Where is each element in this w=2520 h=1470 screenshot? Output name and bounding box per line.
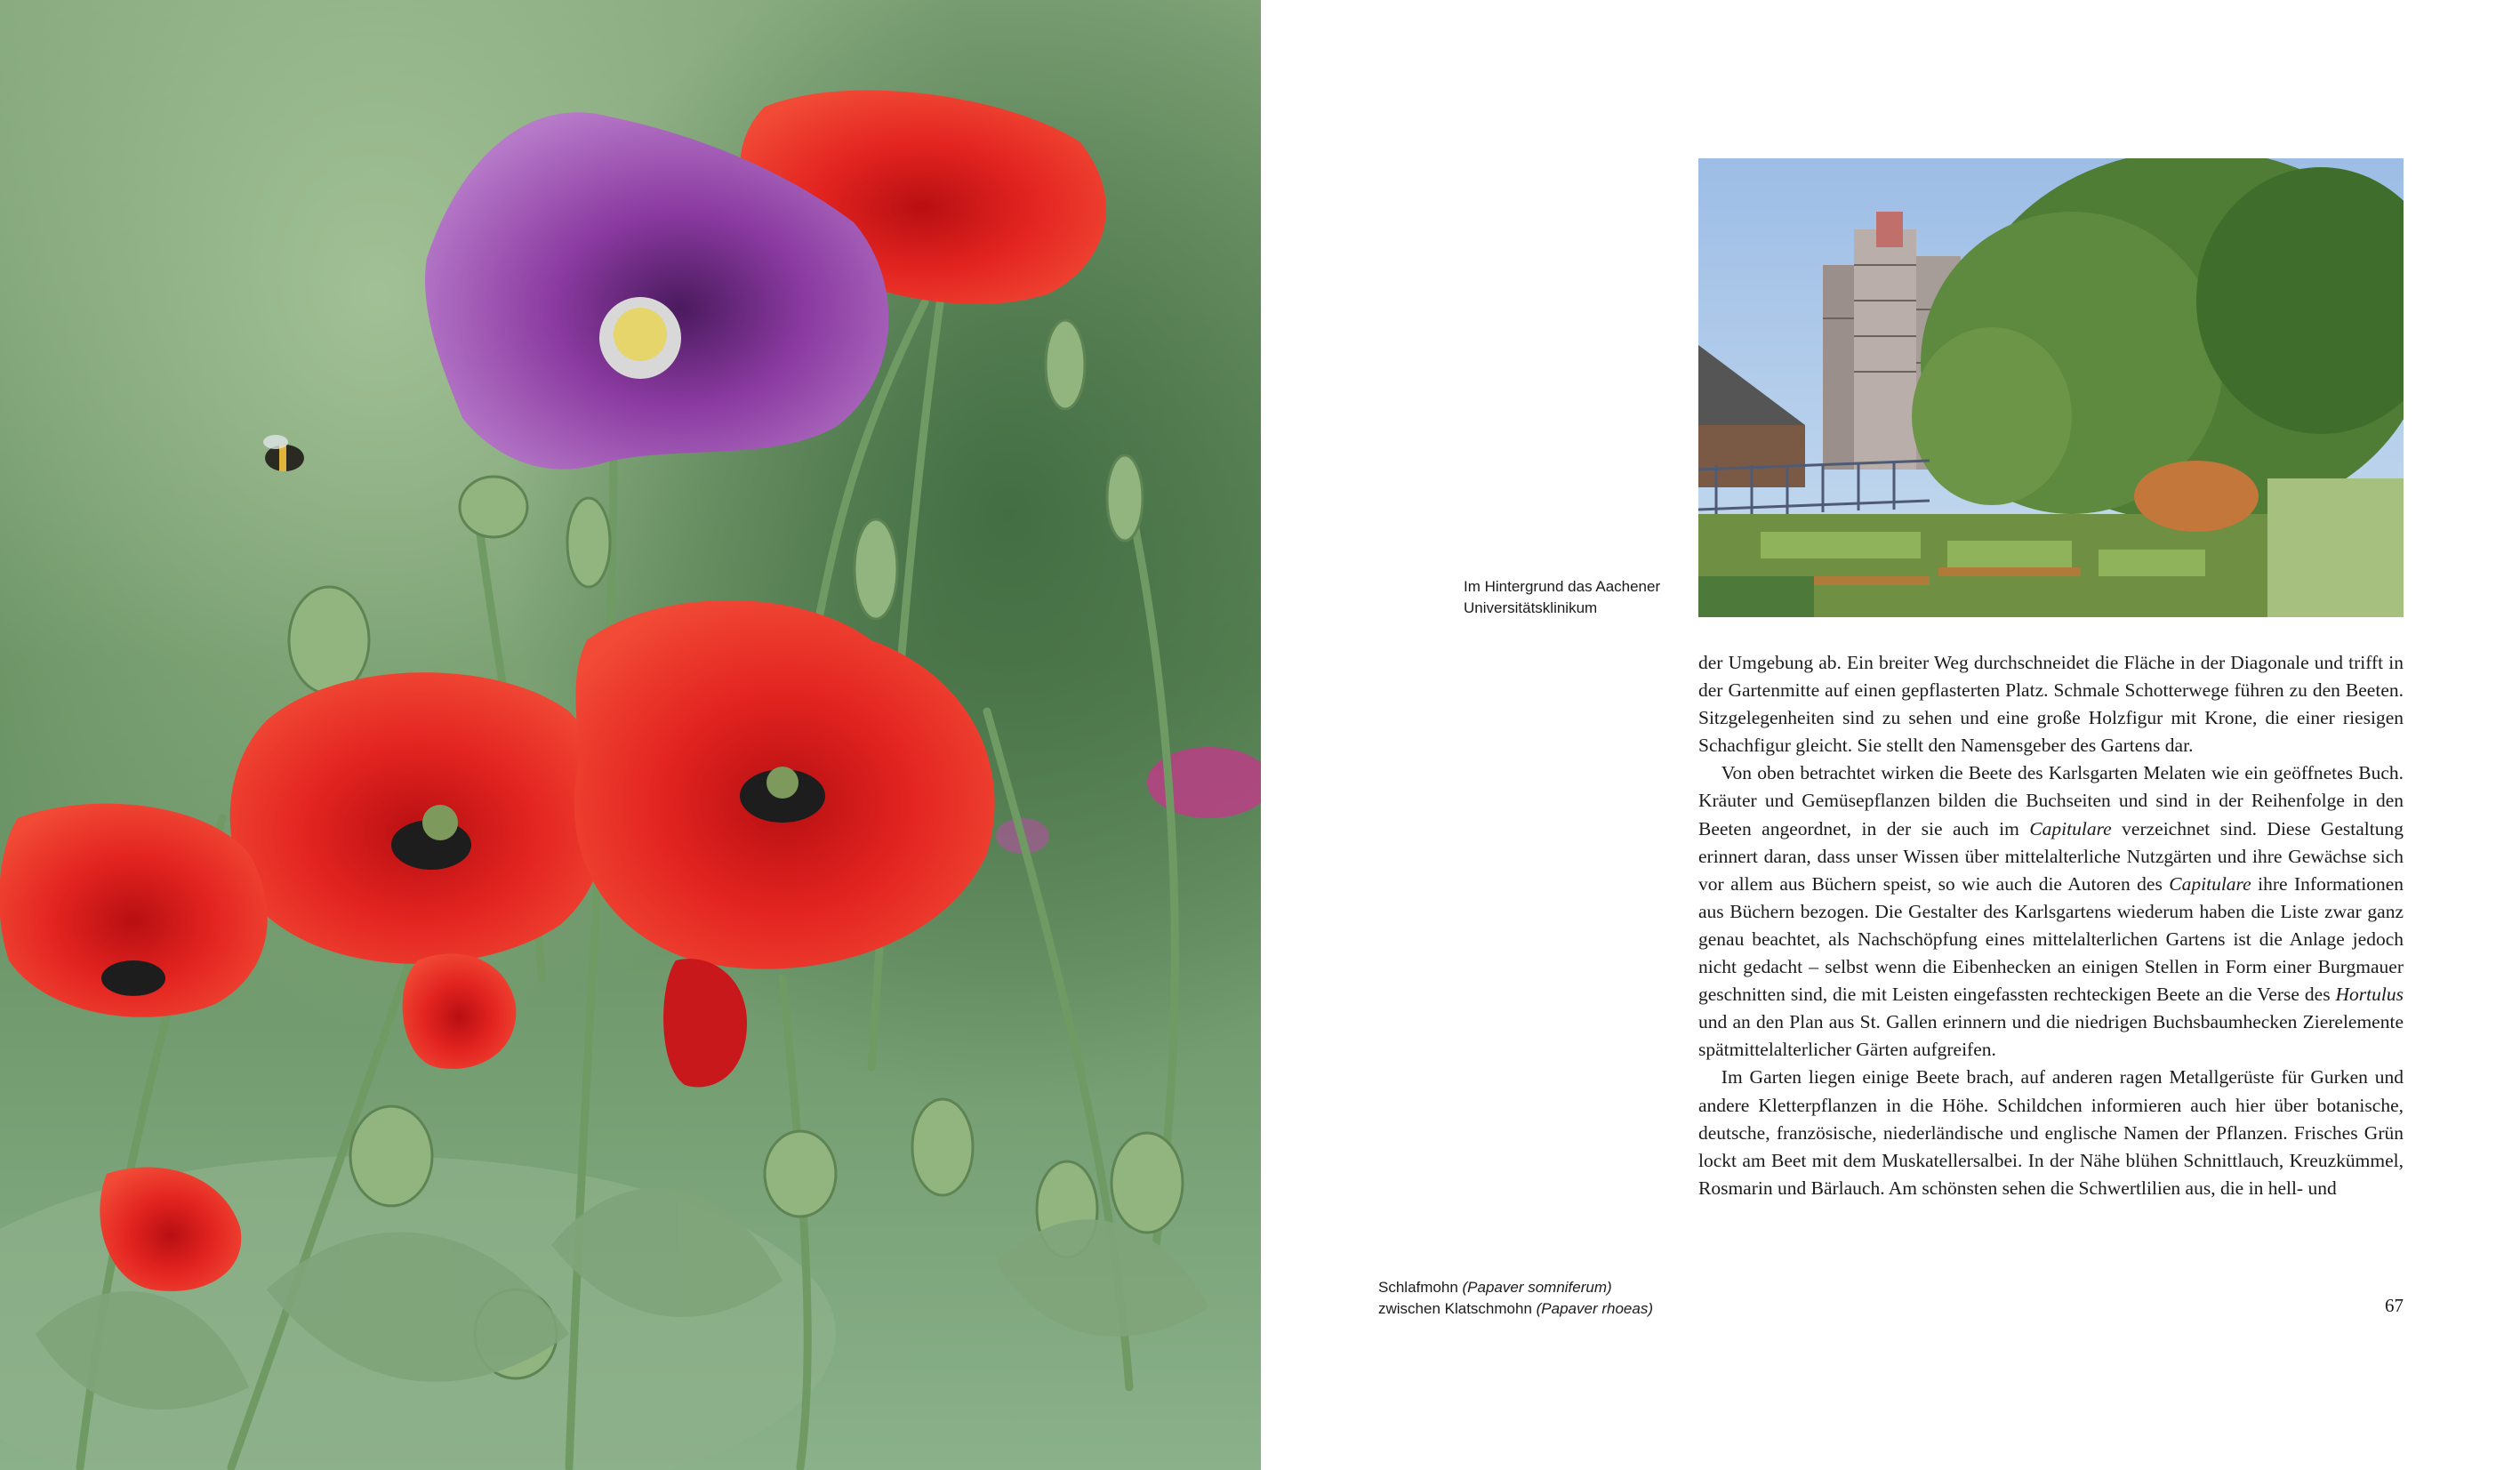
caption-text: zwischen Klatschmohn bbox=[1378, 1300, 1537, 1317]
poppy-photo-caption bbox=[1378, 1277, 1672, 1320]
text-run: und an den Plan aus St. Gallen erinnern und die niedrigen Buchsbaumhecken Zierelemente spätmittelalterlicher Gärten aufgreifen. bbox=[1698, 1011, 2404, 1061]
garden-photo-illustration bbox=[1698, 158, 2404, 617]
caption-line: Im Hintergrund das Aachener bbox=[1464, 578, 1661, 595]
latin-name: (Papaver rhoeas) bbox=[1536, 1300, 1653, 1317]
latin-name: (Papaver somniferum) bbox=[1462, 1279, 1612, 1296]
paragraph: Im Garten liegen einige Beete brach, auf anderen ragen Metallgerüste für Gurken und andere Kletterpflanzen in die Höhe. Schildchen informieren auch hier über botanische, deutsche, französische, niederländische und englische Namen der Pflanzen. Frisches Grün lockt am Beet mit dem Muskatellersalbei. In der Nähe blühen Schnittlauch, Kreuzkümmel, Rosmarin und Bärlauch. Am schönsten sehen die Schwertlilien aus, die in hell- und bbox=[1698, 1066, 2404, 1199]
garden-photo bbox=[1698, 158, 2404, 617]
text-run: verzeichnet sind. Diese Gestaltung erinnert daran, dass unser Wissen über mittelalterliche Nutzgärten und ihre Gewächse sich vor allem aus Büchern speist, so wie auch die Autoren des bbox=[1698, 817, 2404, 895]
text-run: ihre Informationen aus Büchern bezogen. Die Gestalter des Karlsgartens wiederum haben die Liste zwar ganz genau beachtet, als Nachschöpfung eines mittelalterlichen Gartens ist die Anlage jedoch nicht gedacht – selbst wenn die Eibenhecken an einigen Stellen in Form einer Burgmauer geschnitten sind, die mit Leisten eingefassten rechteckigen Beete an die Verse des bbox=[1698, 872, 2404, 1006]
paragraph: der Umgebung ab. Ein breiter Weg durchschneidet die Fläche in der Diagonale und trifft in der Gartenmitte auf einen gepflasterten Platz. Schmale Schotterwege führen zu den Beeten. Sitzgelegenheiten sind zu sehen und eine große Holzfigur mit Krone, die einer riesigen Schachfigur gleicht. Sie stellt den Namensgeber des Gartens dar. bbox=[1698, 652, 2404, 757]
work-title: Hortulus bbox=[2335, 984, 2404, 1006]
caption-text: Schlafmohn bbox=[1378, 1279, 1463, 1296]
work-title: Capitulare bbox=[2169, 872, 2251, 895]
caption-line: Universitätsklinikum bbox=[1464, 599, 1598, 616]
work-title: Capitulare bbox=[2029, 817, 2112, 839]
paragraph bbox=[1698, 759, 2404, 1064]
page-number: 67 bbox=[2385, 1295, 2404, 1316]
caption-line bbox=[1378, 1277, 1672, 1298]
text-run: Von oben betrachtet wirken die Beete des Karlsgarten Melaten wie ein geöffnetes Buch. Kräuter und Gemüsepflanzen bilden die Buchseiten und sind in der Reihenfolge in den Beeten angeordnet, in der sie auch im bbox=[1698, 762, 2404, 839]
caption-line bbox=[1378, 1298, 1672, 1320]
garden-photo-caption bbox=[1464, 576, 1677, 619]
body-text bbox=[1698, 649, 2404, 1202]
